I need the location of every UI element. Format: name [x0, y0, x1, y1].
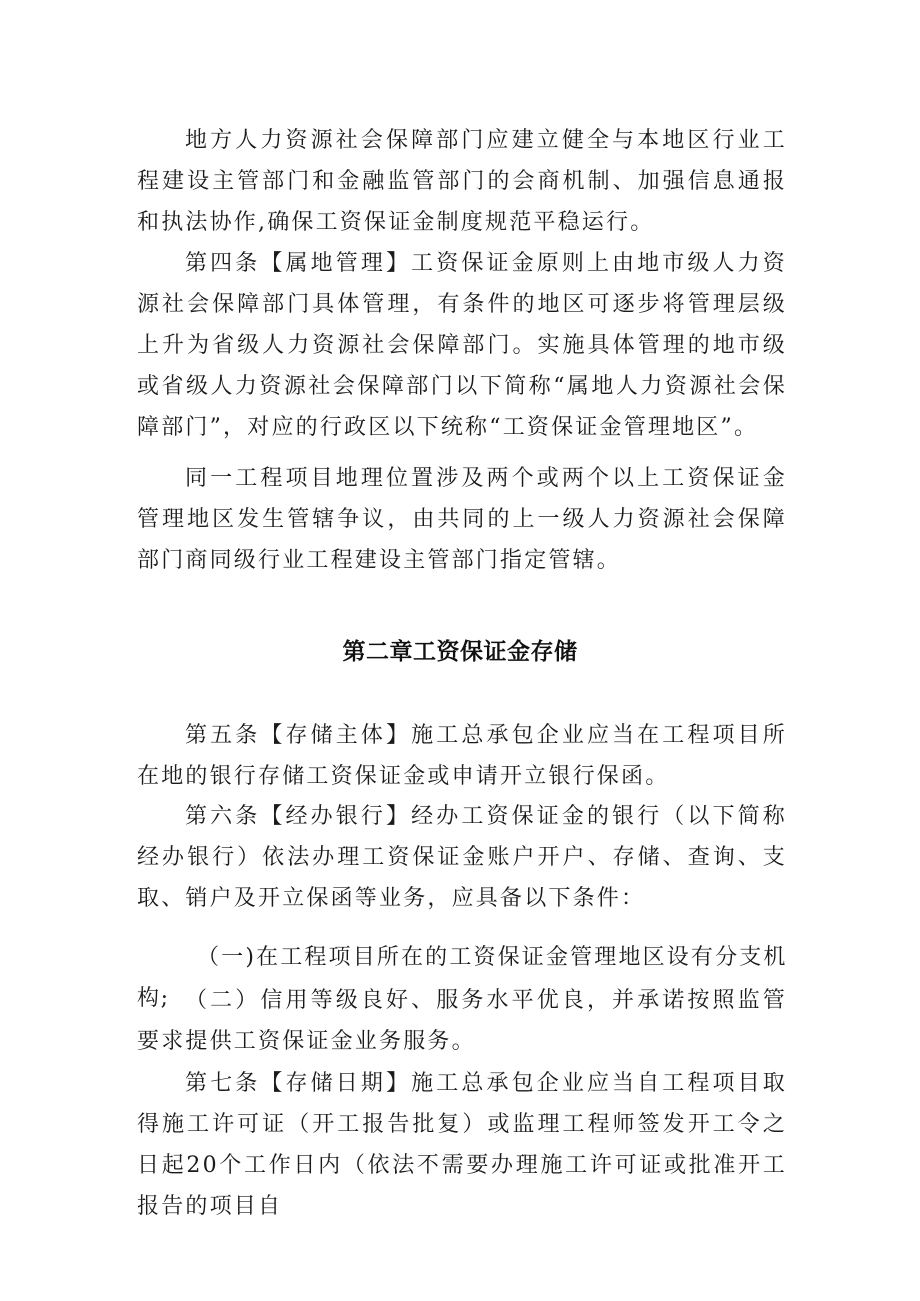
chapter-heading: 第二章工资保证金存储 — [342, 639, 578, 665]
paragraph-article-6-handling-bank: 第六条【经办银行】经办工资保证金的银行（以下简称经办银行）依法办理工资保证金账户开户、存储、查询、支取、销户及开立保函等业务，应具备以下条件： — [137, 804, 787, 911]
paragraph-coordination-mechanism: 地方人力资源社会保障部门应建立健全与本地区行业工程建设主管部门和金融监管部门的会商机制、加强信息通报和执法协作,确保工资保证金制度规范平稳运行。 — [137, 128, 787, 235]
paragraph-article-5-storage-subject: 第五条【存储主体】施工总承包企业应当在工程项目所在地的银行存储工资保证金或申请开立银行保函。 — [137, 723, 787, 789]
paragraph-article-4-territorial-management: 第四条【属地管理】工资保证金原则上由地市级人力资源社会保障部门具体管理，有条件的地区可逐步将管理层级上升为省级人力资源社会保障部门。实施具体管理的地市级或省级人力资源社会保障部门以下简称“属地人力资源社会保障部门”，对应的行政区以下统称“工资保证金管理地区”。 — [137, 251, 787, 440]
list-item-condition-1: （一)在工程项目所在的工资保证金管理地区设有分支机构; — [137, 945, 787, 1011]
paragraph-article-7-storage-date: 第七条【存储日期】施工总承包企业应当自工程项目取得施工许可证（开工报告批复）或监理工程师签发开工令之日起20个工作日内（依法不需要办理施工许可证或批准开工报告的项目自 — [137, 1071, 787, 1219]
list-item-condition-2: （二）信用等级良好、服务水平优良，并承诺按照监管要求提供工资保证金业务服务。 — [137, 988, 787, 1054]
paragraph-jurisdiction-dispute: 同一工程项目地理位置涉及两个或两个以上工资保证金管理地区发生管辖争议，由共同的上一级人力资源社会保障部门商同级行业工程建设主管部门指定管辖。 — [137, 466, 787, 573]
